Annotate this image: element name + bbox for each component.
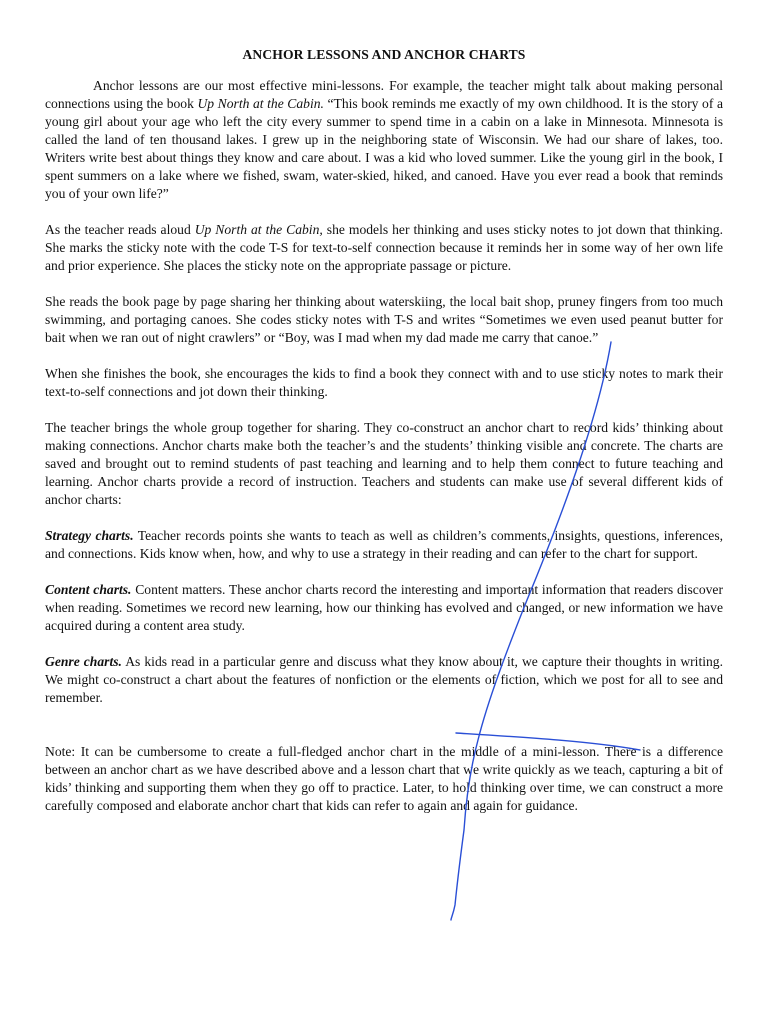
paragraph-read-aloud — [45, 221, 723, 275]
paragraph-content-charts — [45, 581, 723, 635]
paragraph-strategy-charts — [45, 527, 723, 563]
paragraph-whole-group: The teacher brings the whole group together for sharing. They co-construct an anchor chart to record kids’ thinking about making connections. Anchor charts make both the teacher’s and the students’ thinking visible and concrete. The charts are saved and brought out to remind students of past teaching and learning and to help them connect to future teaching and learning. Anchor charts provide a record of instruction. Teachers and students can make use of several different kids of anchor charts: — [45, 420, 723, 507]
book-title: Up North at the Cabin, — [194, 222, 323, 237]
paragraph-genre-charts — [45, 653, 723, 707]
document-title: ANCHOR LESSONS AND ANCHOR CHARTS — [242, 47, 526, 62]
content-charts-label: Content charts. — [45, 582, 132, 597]
paragraph-read-aloud-text-b: she models her thinking and uses sticky notes to jot down that thinking. She marks the sticky note with the code T-S for text-to-self connection because it reminds her in some way of her own life and prior experience. She places the sticky note on the appropriate passage or picture. — [45, 222, 723, 273]
book-title: Up North at the Cabin. — [197, 96, 324, 111]
genre-charts-text: As kids read in a particular genre and discuss what they know about it, we capture their thoughts in writing. We might co-construct a chart about the features of nonfiction or the elements of fiction, which we post for all to see and remember. — [45, 654, 724, 705]
paragraph-note: Note: It can be cumbersome to create a full-fledged anchor chart in the middle of a mini-lesson. There is a difference between an anchor chart as we have described above and a lesson chart that we write quickly as we teach, capturing a bit of kids’ thinking and supporting them when they go off to practice. Later, to hold thinking over time, we can construct a more carefully composed and elaborate anchor chart that kids can refer to again and again for guidance. — [45, 744, 723, 813]
strategy-charts-text: Teacher records points she wants to teach as well as children’s comments, insights, questions, inferences, and connections. Kids know when, how, and why to use a strategy in their reading and can refer to the chart for support. — [45, 528, 724, 561]
blank-line — [45, 725, 723, 743]
paragraph-intro — [45, 77, 723, 203]
paragraph-intro-text-a: Anchor lessons are our most effective mini-lessons. For example, the teacher might talk about making personal connections using the book — [45, 78, 723, 111]
paragraph-finishes-book: When she finishes the book, she encourages the kids to find a book they connect with and to use sticky notes to mark their text-to-self connections and jot down their thinking. — [45, 366, 723, 399]
paragraph-sharing-thinking: She reads the book page by page sharing her thinking about waterskiing, the local bait shop, pruney fingers from too much swimming, and portaging canoes. She codes sticky notes with T-S and writes “Sometimes we even used peanut butter for bait when we ran out of night crawlers” or “Boy, was I mad when my dad made me carry that canoe.” — [45, 294, 723, 345]
paragraph-read-aloud-text-a: As the teacher reads aloud — [45, 222, 195, 237]
genre-charts-label: Genre charts. — [45, 654, 122, 669]
strategy-charts-label: Strategy charts. — [45, 528, 134, 543]
document-page — [45, 46, 723, 833]
paragraph-intro-text-b: “This book reminds me exactly of my own childhood. It is the story of a young girl about your age who left the city every summer to spend time in a cabin on a lake in Minnesota. Minnesota is called the land of ten thousand lakes. I grew up in the neighboring state of Wisconsin. We had our share of lakes, too. Writers write best about things they know and care about. I was a kid who loved summer. Like the young girl in the book, I spent summers on a lake where we fished, swam, water-skied, hiked, and canoed. Have you ever read a book that reminds you of your own life?” — [45, 96, 723, 201]
content-charts-text: Content matters. These anchor charts record the interesting and important information that readers discover when reading. Sometimes we record new learning, how our thinking has evolved and changed, or new information we have acquired during a content area study. — [45, 582, 723, 633]
